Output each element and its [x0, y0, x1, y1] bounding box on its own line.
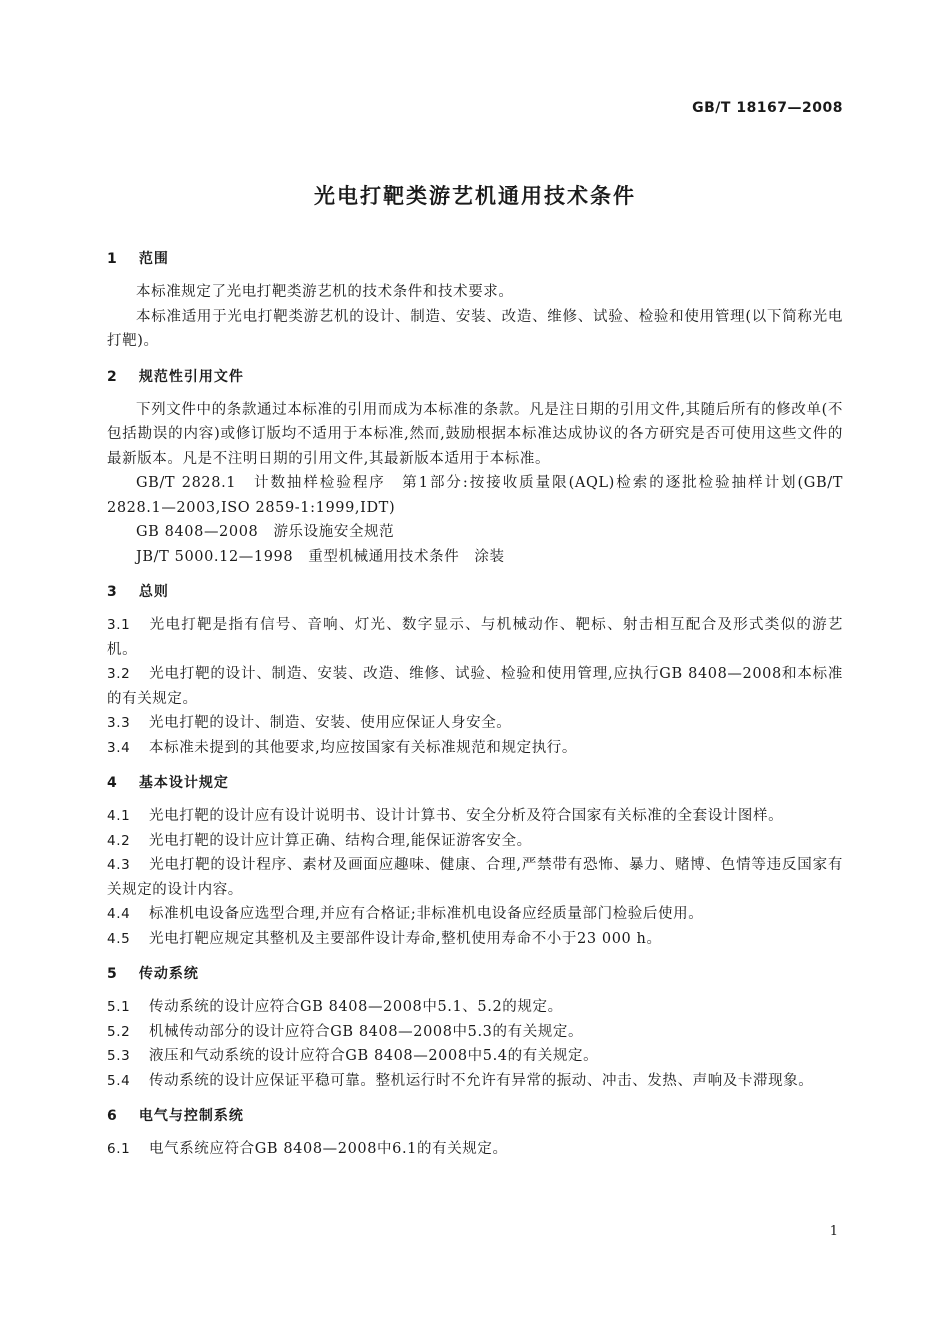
section-heading-electrical-control — [107, 1105, 843, 1127]
page-number: 1 — [829, 1224, 838, 1239]
clause-text: 本标准未提到的其他要求,均应按国家有关标准规范和规定执行。 — [149, 739, 578, 756]
clause-text: 机械传动部分的设计应符合GB 8408—2008中5.3的有关规定。 — [149, 1023, 584, 1040]
clause-text: 电气系统应符合GB 8408—2008中6.1的有关规定。 — [149, 1141, 508, 1157]
document-body — [107, 248, 843, 1162]
paragraph: 下列文件中的条款通过本标准的引用而成为本标准的条款。凡是注日期的引用文件,其随后所有的修改单(不包括勘误的内容)或修订版均不适用于本标准,然而,鼓励根据本标准达成协议的各方研究是否可使用这些文件的最新版本。凡是不注明日期的引用文件,其最新版本适用于本标准。 — [107, 401, 843, 467]
section-title: 范围 — [138, 251, 169, 267]
clause — [107, 613, 843, 662]
section-heading-basic-design — [107, 772, 843, 794]
clause-number: 3.3 — [107, 715, 131, 731]
clause-text: 传动系统的设计应符合GB 8408—2008中5.1、5.2的规定。 — [149, 999, 563, 1015]
clause-number: 6.1 — [107, 1141, 131, 1157]
page-title: 光电打靶类游艺机通用技术条件 — [314, 184, 636, 208]
section-heading-general — [107, 581, 843, 603]
clause-text: 光电打靶的设计、制造、安装、使用应保证人身安全。 — [149, 715, 512, 731]
section-number: 6 — [107, 1108, 118, 1124]
clause — [107, 995, 843, 1020]
clause-number: 4.2 — [107, 832, 131, 849]
paragraph: 本标准规定了光电打靶类游艺机的技术条件和技术要求。 — [136, 284, 514, 300]
section-title: 总则 — [138, 584, 169, 600]
reference-item: GB/T 2828.1 计数抽样检验程序 第1部分:按接收质量限(AQL)检索的逐批检验抽样计划(GB/T 2828.1—2003,ISO 2859-1:1999,IDT) — [107, 475, 843, 516]
section-number: 2 — [107, 368, 118, 385]
clause-number: 5.2 — [107, 1023, 131, 1040]
section-number: 5 — [107, 966, 118, 982]
section-title: 基本设计规定 — [138, 775, 229, 791]
clause-text: 光电打靶是指有信号、音响、灯光、数字显示、与机械动作、靶标、射击相互配合及形式类似的游艺机。 — [107, 617, 843, 658]
section-number: 4 — [107, 775, 118, 791]
clause-number: 4.1 — [107, 808, 131, 824]
clause — [107, 927, 843, 952]
clause-text: 液压和气动系统的设计应符合GB 8408—2008中5.4的有关规定。 — [149, 1048, 599, 1064]
clause — [107, 902, 843, 927]
clause — [107, 1137, 843, 1162]
clause-text: 标准机电设备应选型合理,并应有合格证;非标准机电设备应经质量部门检验后使用。 — [149, 906, 704, 922]
section-number: 1 — [107, 251, 118, 267]
clause-number: 4.4 — [107, 906, 131, 922]
section-title: 电气与控制系统 — [138, 1108, 244, 1124]
clause-text: 光电打靶的设计、制造、安装、改造、维修、试验、检验和使用管理,应执行GB 8408—2008和本标准的有关规定。 — [107, 666, 843, 707]
clause — [107, 804, 843, 829]
clause — [107, 736, 843, 761]
clause-number: 3.2 — [107, 666, 131, 682]
clause-number: 4.5 — [107, 930, 131, 947]
clause — [107, 1069, 843, 1094]
clause — [107, 662, 843, 711]
paragraph: 本标准适用于光电打靶类游艺机的设计、制造、安装、改造、维修、试验、检验和使用管理(以下简称光电打靶)。 — [107, 308, 843, 349]
clause-text: 传动系统的设计应保证平稳可靠。整机运行时不允许有异常的振动、冲击、发热、声响及卡滞现象。 — [149, 1072, 814, 1089]
section-heading-normative-references — [107, 366, 843, 388]
clause — [107, 853, 843, 902]
clause — [107, 1044, 843, 1069]
clause — [107, 829, 843, 854]
reference-item: JB/T 5000.12—1998 重型机械通用技术条件 涂装 — [136, 548, 505, 565]
clause-number: 5.1 — [107, 999, 131, 1015]
section-title: 规范性引用文件 — [138, 368, 244, 385]
clause-text: 光电打靶应规定其整机及主要部件设计寿命,整机使用寿命不小于23 000 h。 — [149, 930, 662, 947]
section-number: 3 — [107, 584, 118, 600]
section-heading-transmission — [107, 963, 843, 985]
clause-number: 5.4 — [107, 1072, 131, 1089]
section-title: 传动系统 — [138, 966, 199, 982]
standard-code: GB/T 18167—2008 — [692, 100, 843, 116]
clause-text: 光电打靶的设计应计算正确、结构合理,能保证游客安全。 — [149, 832, 532, 849]
clause-text: 光电打靶的设计应有设计说明书、设计计算书、安全分析及符合国家有关标准的全套设计图样。 — [149, 808, 784, 824]
clause — [107, 1020, 843, 1045]
reference-item: GB 8408—2008 游乐设施安全规范 — [136, 524, 395, 540]
clause-number: 3.4 — [107, 739, 131, 756]
section-heading-scope — [107, 248, 843, 270]
clause — [107, 711, 843, 736]
clause-number: 5.3 — [107, 1048, 131, 1064]
clause-text: 光电打靶的设计程序、素材及画面应趣味、健康、合理,严禁带有恐怖、暴力、赌博、色情等违反国家有关规定的设计内容。 — [107, 857, 843, 898]
clause-number: 3.1 — [107, 617, 131, 633]
clause-number: 4.3 — [107, 857, 131, 873]
